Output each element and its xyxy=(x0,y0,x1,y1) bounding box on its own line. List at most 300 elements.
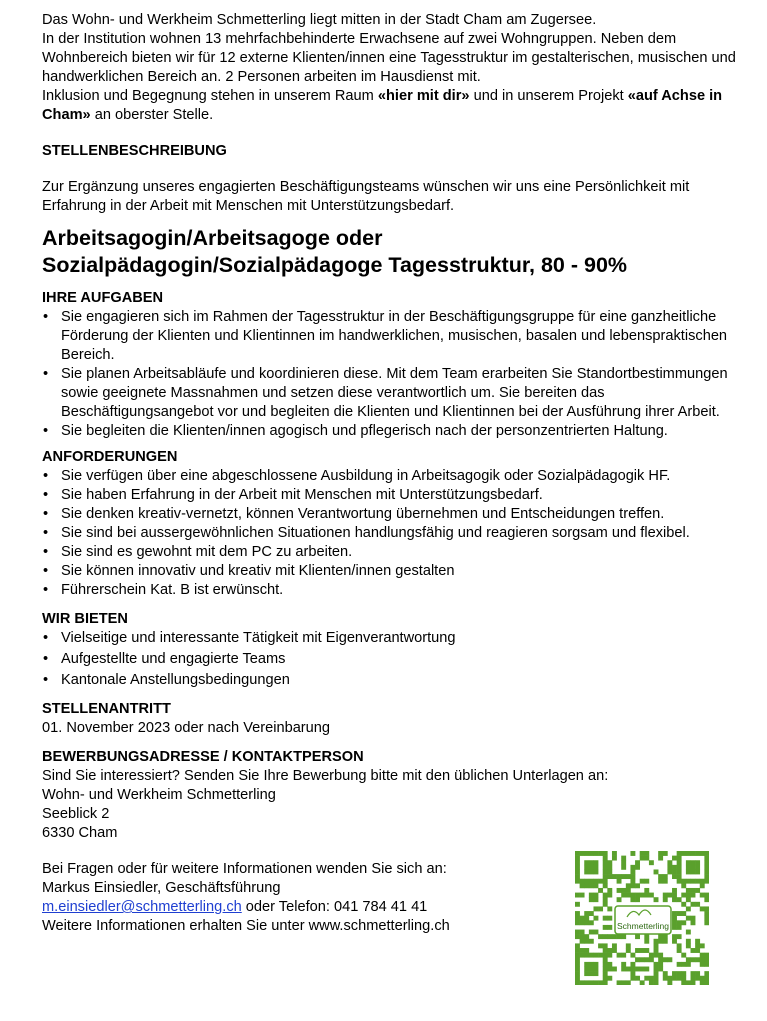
qr-module xyxy=(654,962,659,967)
qr-module xyxy=(593,930,598,935)
qr-module xyxy=(695,865,700,870)
list-item: • Sie können innovativ und kreativ mit Klienten/innen gestalten xyxy=(42,562,757,581)
qr-module xyxy=(612,851,617,856)
qr-module xyxy=(677,925,682,930)
qr-module xyxy=(598,879,603,884)
qr-module xyxy=(580,851,585,856)
qr-module xyxy=(589,971,594,976)
qr-logo-text: Schmetterling xyxy=(617,921,669,931)
qr-module xyxy=(593,906,598,911)
qr-module xyxy=(704,980,709,985)
qr-module xyxy=(575,893,580,898)
qr-module xyxy=(621,893,626,898)
qr-module xyxy=(589,879,594,884)
qr-module xyxy=(681,953,686,958)
qr-module xyxy=(672,976,677,981)
intro-line-1: Das Wohn- und Werkheim Schmetterling liegt mitten in der Stadt Cham am Zugersee. xyxy=(42,12,597,28)
qr-module xyxy=(654,980,659,985)
qr-module xyxy=(593,953,598,958)
qr-module xyxy=(654,943,659,948)
qr-module xyxy=(672,911,677,916)
qr-module xyxy=(584,865,589,870)
qr-module xyxy=(580,916,585,921)
qr-module xyxy=(672,869,677,874)
qr-module xyxy=(700,851,705,856)
qr-module xyxy=(617,874,622,879)
qr-module xyxy=(649,957,654,962)
qr-module xyxy=(626,874,631,879)
qr-module xyxy=(584,953,589,958)
qr-module xyxy=(575,953,580,958)
qr-module xyxy=(603,967,608,972)
qr-module xyxy=(649,976,654,981)
qr-module xyxy=(593,967,598,972)
qr-module xyxy=(658,962,663,967)
qr-module xyxy=(598,851,603,856)
qr-module xyxy=(672,939,677,944)
qr-module xyxy=(704,865,709,870)
qr-module xyxy=(704,953,709,958)
qr-module xyxy=(589,920,594,925)
qr-module xyxy=(640,948,645,953)
anforderungen-heading: ANFORDERUNGEN xyxy=(42,449,178,465)
qr-module xyxy=(677,860,682,865)
bieten-list xyxy=(42,629,757,690)
qr-module xyxy=(630,976,635,981)
qr-module xyxy=(663,939,668,944)
qr-module xyxy=(700,957,705,962)
qr-module xyxy=(607,869,612,874)
qr-module xyxy=(580,934,585,939)
qr-module xyxy=(672,916,677,921)
list-item: • Führerschein Kat. B ist erwünscht. xyxy=(42,581,757,600)
qr-module xyxy=(677,851,682,856)
qr-module xyxy=(580,948,585,953)
list-item: • Sie haben Erfahrung in der Arbeit mit Menschen mit Unterstützungsbedarf. xyxy=(42,486,757,505)
qr-module xyxy=(607,962,612,967)
qr-module xyxy=(640,980,645,985)
qr-module xyxy=(575,911,580,916)
qr-module xyxy=(593,860,598,865)
qr-module xyxy=(584,934,589,939)
qr-module xyxy=(607,888,612,893)
qr-module xyxy=(593,897,598,902)
qr-module xyxy=(575,916,580,921)
qr-module xyxy=(686,962,691,967)
qr-module xyxy=(691,980,696,985)
qr-module xyxy=(700,879,705,884)
qr-module xyxy=(617,897,622,902)
qr-module xyxy=(658,874,663,879)
qr-module xyxy=(630,897,635,902)
qr-module xyxy=(621,967,626,972)
qr-module xyxy=(621,856,626,861)
antritt-heading: STELLENANTRITT xyxy=(42,701,171,717)
qr-module xyxy=(695,948,700,953)
qr-module xyxy=(589,851,594,856)
qr-code xyxy=(575,851,709,985)
qr-module xyxy=(667,980,672,985)
qr-module xyxy=(704,869,709,874)
qr-module xyxy=(667,957,672,962)
qr-module xyxy=(691,865,696,870)
qr-module xyxy=(681,976,686,981)
qr-module xyxy=(691,920,696,925)
qr-module xyxy=(630,879,635,884)
kontakt-intro: Sind Sie interessiert? Senden Sie Ihre Bewerbung bitte mit den üblichen Unterlagen an: xyxy=(42,768,609,784)
qr-module xyxy=(621,953,626,958)
qr-module xyxy=(686,916,691,921)
qr-module xyxy=(630,962,635,967)
qr-module xyxy=(704,976,709,981)
qr-module xyxy=(635,860,640,865)
qr-module xyxy=(672,934,677,939)
qr-module xyxy=(658,856,663,861)
qr-module xyxy=(691,916,696,921)
qr-module xyxy=(704,851,709,856)
qr-module xyxy=(598,953,603,958)
qr-module xyxy=(589,860,594,865)
qr-module xyxy=(654,976,659,981)
qr-module xyxy=(603,971,608,976)
qr-module xyxy=(635,948,640,953)
qr-module xyxy=(667,865,672,870)
qr-module xyxy=(704,962,709,967)
qr-module xyxy=(681,911,686,916)
qr-module xyxy=(607,916,612,921)
kontakt-heading: BEWERBUNGSADRESSE / KONTAKTPERSON xyxy=(42,749,364,765)
list-item: • Sie sind bei aussergewöhnlichen Situationen handlungsfähig und reagieren sorgsam und flexibel. xyxy=(42,524,757,543)
qr-module xyxy=(603,980,608,985)
qr-module xyxy=(575,865,580,870)
qr-module xyxy=(575,976,580,981)
qr-code-graphic xyxy=(575,851,709,985)
qr-module xyxy=(589,967,594,972)
qr-module xyxy=(644,957,649,962)
qr-module xyxy=(640,893,645,898)
qr-module xyxy=(667,893,672,898)
list-item: • Aufgestellte und engagierte Teams xyxy=(42,650,757,669)
qr-module xyxy=(575,879,580,884)
qr-module xyxy=(603,902,608,907)
qr-module xyxy=(598,943,603,948)
qr-module xyxy=(672,888,677,893)
email-link[interactable]: m.einsiedler@schmetterling.ch xyxy=(42,899,242,915)
qr-module xyxy=(630,851,635,856)
qr-module xyxy=(686,869,691,874)
qr-module xyxy=(580,883,585,888)
qr-module xyxy=(584,860,589,865)
intro-text-a: Inklusion und Begegnung stehen in unserem Raum xyxy=(42,88,378,104)
anforderungen-list xyxy=(42,467,757,600)
qr-module xyxy=(607,860,612,865)
qr-module xyxy=(630,874,635,879)
qr-module xyxy=(580,930,585,935)
qr-module xyxy=(677,934,682,939)
kontakt-web: Weitere Informationen erhalten Sie unter www.schmetterling.ch xyxy=(42,918,450,934)
qr-module xyxy=(593,980,598,985)
qr-module xyxy=(621,934,626,939)
list-item: • Sie engagieren sich im Rahmen der Tagesstruktur in der Beschäftigungsgruppe für eine ganzheitliche Förderung der Klienten und Klientinnen im handwerklichen, musischen, basalen und lebenspraktischen Bereich. xyxy=(42,308,757,365)
qr-module xyxy=(617,980,622,985)
qr-module xyxy=(584,971,589,976)
qr-module xyxy=(575,967,580,972)
qr-module xyxy=(612,874,617,879)
qr-module xyxy=(644,967,649,972)
qr-module xyxy=(612,943,617,948)
qr-module xyxy=(691,893,696,898)
job-title-line-1: Arbeitsagogin/Arbeitsagoge oder xyxy=(42,226,383,250)
qr-module xyxy=(593,869,598,874)
qr-module xyxy=(603,897,608,902)
qr-module xyxy=(589,980,594,985)
qr-module xyxy=(584,920,589,925)
aufgaben-list xyxy=(42,308,757,441)
qr-module xyxy=(686,943,691,948)
aufgaben-heading: IHRE AUFGABEN xyxy=(42,290,164,306)
qr-module xyxy=(603,865,608,870)
qr-module xyxy=(640,957,645,962)
kontakt-person: Markus Einsiedler, Geschäftsführung xyxy=(42,880,281,896)
qr-module xyxy=(644,939,649,944)
qr-module xyxy=(695,957,700,962)
qr-module xyxy=(663,976,668,981)
qr-module xyxy=(704,957,709,962)
qr-module xyxy=(584,980,589,985)
qr-module xyxy=(640,967,645,972)
qr-module xyxy=(677,920,682,925)
qr-module xyxy=(644,948,649,953)
qr-module xyxy=(607,953,612,958)
qr-module xyxy=(580,893,585,898)
qr-module xyxy=(603,893,608,898)
qr-module xyxy=(640,856,645,861)
phone-text: oder Telefon: 041 784 41 41 xyxy=(241,899,428,915)
kontakt-city: 6330 Cham xyxy=(42,825,118,841)
qr-module xyxy=(649,953,654,958)
qr-module xyxy=(575,902,580,907)
qr-module xyxy=(704,856,709,861)
qr-module xyxy=(663,851,668,856)
qr-module xyxy=(630,865,635,870)
qr-module xyxy=(603,874,608,879)
qr-module xyxy=(686,906,691,911)
qr-module xyxy=(617,953,622,958)
qr-module xyxy=(626,888,631,893)
qr-module xyxy=(672,893,677,898)
qr-module xyxy=(700,953,705,958)
qr-module xyxy=(658,934,663,939)
qr-module xyxy=(644,851,649,856)
qr-module xyxy=(654,953,659,958)
stellenbeschreibung-text: Zur Ergänzung unseres engagierten Beschäftigungsteams wünschen wir uns eine Persönlichkeit mit Erfahrung in der Arbeit mit Menschen mit Unterstützungsbedarf. xyxy=(42,179,690,214)
qr-module xyxy=(691,860,696,865)
qr-module xyxy=(644,976,649,981)
qr-module xyxy=(626,967,631,972)
qr-module xyxy=(584,883,589,888)
qr-module xyxy=(649,893,654,898)
list-item: • Sie begleiten die Klienten/innen agogisch und pflegerisch nach der personzentrierten Haltung. xyxy=(42,422,757,441)
qr-module xyxy=(654,967,659,972)
qr-module xyxy=(603,860,608,865)
qr-module xyxy=(630,967,635,972)
qr-module xyxy=(686,957,691,962)
qr-module xyxy=(612,967,617,972)
qr-module xyxy=(644,888,649,893)
qr-module xyxy=(658,967,663,972)
qr-module xyxy=(704,920,709,925)
qr-module xyxy=(667,976,672,981)
qr-module xyxy=(626,883,631,888)
qr-module xyxy=(575,948,580,953)
qr-module xyxy=(603,943,608,948)
qr-module xyxy=(626,948,631,953)
qr-module xyxy=(621,888,626,893)
qr-module xyxy=(691,869,696,874)
qr-module xyxy=(704,893,709,898)
qr-module xyxy=(635,934,640,939)
kontakt-street: Seeblick 2 xyxy=(42,806,110,822)
qr-module xyxy=(700,883,705,888)
qr-module xyxy=(695,943,700,948)
qr-module xyxy=(695,851,700,856)
qr-module xyxy=(658,851,663,856)
qr-module xyxy=(700,906,705,911)
qr-module xyxy=(691,957,696,962)
qr-module xyxy=(663,957,668,962)
qr-module xyxy=(584,911,589,916)
qr-module xyxy=(630,971,635,976)
qr-module xyxy=(677,948,682,953)
intro-text-e: an oberster Stelle. xyxy=(90,107,214,123)
qr-module xyxy=(704,911,709,916)
qr-module xyxy=(580,939,585,944)
qr-module xyxy=(603,879,608,884)
qr-module xyxy=(621,865,626,870)
qr-module xyxy=(584,869,589,874)
qr-module xyxy=(635,967,640,972)
qr-module xyxy=(644,934,649,939)
qr-module xyxy=(593,962,598,967)
intro-line-3 xyxy=(42,87,757,125)
qr-module xyxy=(704,897,709,902)
qr-module xyxy=(612,948,617,953)
qr-module xyxy=(700,893,705,898)
qr-module xyxy=(691,948,696,953)
qr-module xyxy=(658,939,663,944)
qr-module xyxy=(704,906,709,911)
qr-module xyxy=(603,883,608,888)
qr-module xyxy=(584,967,589,972)
qr-module xyxy=(677,897,682,902)
qr-module xyxy=(575,962,580,967)
list-item: • Sie planen Arbeitsabläufe und koordinieren diese. Mit dem Team erarbeiten Sie Standortbestimmungen sowie geeignete Massnahmen und setzen diese verantwortlich um. Sie bereiten das Beschäftigungsangebot vor und begleiten die Klienten und Klientinnen bei der Ausführung ihrer Arbeit. xyxy=(42,365,757,422)
qr-module xyxy=(695,869,700,874)
qr-module xyxy=(672,897,677,902)
qr-module xyxy=(612,934,617,939)
qr-module xyxy=(607,865,612,870)
qr-module xyxy=(593,971,598,976)
qr-module xyxy=(654,939,659,944)
qr-module xyxy=(640,851,645,856)
job-title-line-2: Sozialpädagogin/Sozialpädagoge Tagesstruktur, 80 - 90% xyxy=(42,253,628,277)
qr-module xyxy=(654,869,659,874)
qr-module xyxy=(575,971,580,976)
qr-module xyxy=(677,865,682,870)
qr-module xyxy=(686,980,691,985)
job-posting-document xyxy=(42,11,757,936)
qr-module xyxy=(626,893,631,898)
qr-module xyxy=(700,943,705,948)
qr-module xyxy=(580,920,585,925)
qr-module xyxy=(589,939,594,944)
qr-module xyxy=(686,897,691,902)
qr-module xyxy=(672,874,677,879)
qr-module xyxy=(700,980,705,985)
qr-module xyxy=(686,893,691,898)
qr-module xyxy=(593,893,598,898)
qr-module xyxy=(621,980,626,985)
qr-module xyxy=(589,897,594,902)
qr-module xyxy=(607,976,612,981)
qr-module xyxy=(654,948,659,953)
qr-module xyxy=(603,962,608,967)
qr-module xyxy=(593,865,598,870)
qr-module xyxy=(603,957,608,962)
qr-module xyxy=(695,971,700,976)
qr-module xyxy=(589,953,594,958)
qr-module xyxy=(681,902,686,907)
qr-module xyxy=(681,879,686,884)
qr-module xyxy=(617,888,622,893)
qr-module xyxy=(621,962,626,967)
qr-module xyxy=(635,976,640,981)
list-item: • Sie sind es gewohnt mit dem PC zu arbeiten. xyxy=(42,543,757,562)
qr-module xyxy=(603,976,608,981)
qr-module xyxy=(695,976,700,981)
qr-module xyxy=(635,883,640,888)
qr-module xyxy=(580,953,585,958)
qr-module xyxy=(640,879,645,884)
project-name-hier-mit-dir: «hier mit dir» xyxy=(377,88,470,104)
qr-module xyxy=(589,962,594,967)
qr-module xyxy=(593,879,598,884)
stellenbeschreibung-heading: STELLENBESCHREIBUNG xyxy=(42,143,227,159)
project-name-auf-achse: «auf Achse in Cham» xyxy=(42,88,723,123)
qr-module xyxy=(704,874,709,879)
qr-module xyxy=(649,980,654,985)
qr-module xyxy=(598,980,603,985)
qr-module xyxy=(635,865,640,870)
qr-module xyxy=(603,925,608,930)
qr-module xyxy=(617,934,622,939)
list-item: • Kantonale Anstellungsbedingungen xyxy=(42,671,757,690)
qr-module xyxy=(603,934,608,939)
qr-module xyxy=(593,916,598,921)
qr-module xyxy=(663,934,668,939)
list-item: • Sie denken kreativ-vernetzt, können Verantwortung übernehmen und Entscheidungen treffen. xyxy=(42,505,757,524)
qr-module xyxy=(635,897,640,902)
qr-module xyxy=(691,888,696,893)
qr-module xyxy=(589,893,594,898)
qr-module xyxy=(691,971,696,976)
qr-module xyxy=(575,856,580,861)
qr-module xyxy=(593,851,598,856)
qr-module xyxy=(584,939,589,944)
qr-module xyxy=(704,916,709,921)
qr-module xyxy=(607,906,612,911)
qr-module xyxy=(681,883,686,888)
